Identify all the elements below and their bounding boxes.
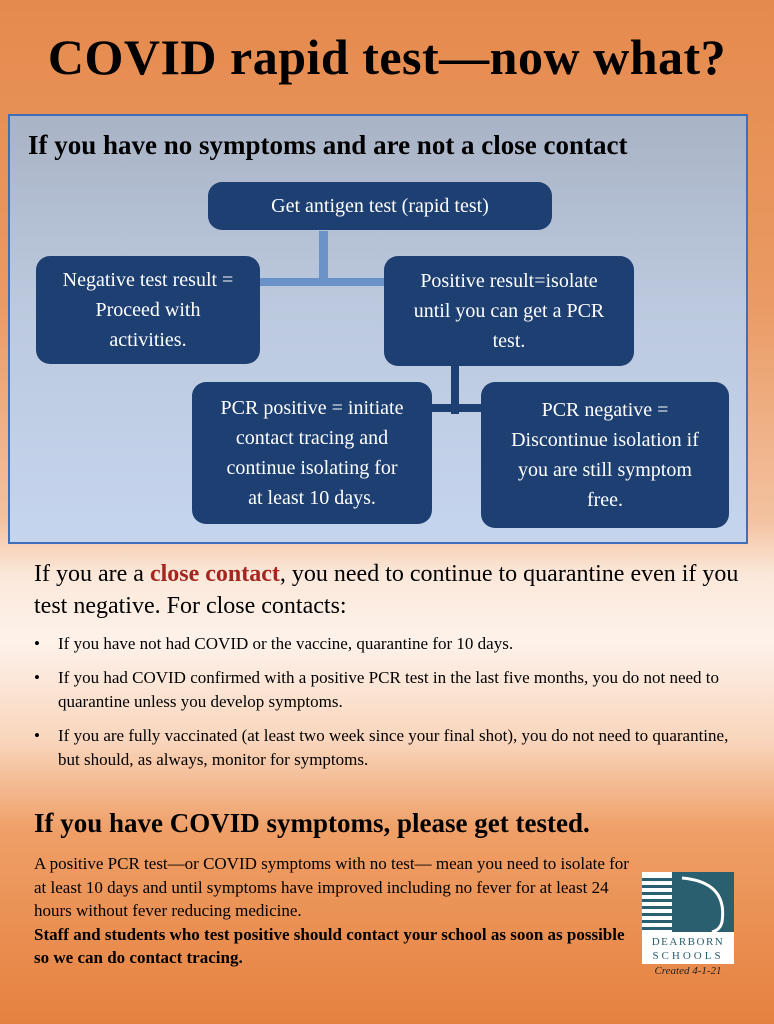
created-date: Created 4-1-21: [654, 965, 722, 977]
pcr-positive-line-4: at least 10 days.: [248, 487, 376, 509]
lead-text-before: If you are a: [34, 561, 150, 587]
negative-line-3: activities.: [109, 329, 187, 351]
close-contact-section: [34, 558, 754, 782]
symptoms-bold-text: Staff and students who test positive should contact your school as soon as possible so we can do contact tracing.: [34, 924, 625, 967]
list-item: [34, 724, 754, 772]
close-contact-lead: [34, 558, 754, 622]
flowchart-heading: If you have no symptoms and are not a close contact: [28, 130, 628, 160]
bullet-text: If you have not had COVID or the vaccine, quarantine for 10 days.: [58, 634, 514, 653]
pcr-positive-line-1: PCR positive = initiate: [220, 397, 404, 419]
logo-wordmark-line-1: DEARBORN: [651, 936, 725, 948]
negative-result-box: [36, 256, 260, 364]
start-box: [208, 182, 552, 230]
pcr-negative-line-4: free.: [586, 489, 624, 511]
pcr-positive-line-3: continue isolating for: [226, 457, 398, 479]
lead-text-after: , you need to continue to quarantine even if you test negative. For close contacts:: [34, 561, 739, 619]
pcr-positive-line-2: contact tracing and: [235, 427, 389, 449]
list-item: [34, 632, 754, 656]
pcr-negative-line-1: PCR negative =: [541, 399, 669, 421]
connector-vertical-top: [319, 231, 328, 280]
close-contact-highlight: close contact: [149, 561, 280, 587]
connector-horizontal-bottom: [428, 404, 486, 412]
positive-line-1: Positive result=isolate: [420, 270, 598, 292]
negative-line-1: Negative test result =: [62, 269, 234, 291]
bullet-glyph: •: [34, 668, 40, 687]
bullet-glyph: •: [34, 634, 40, 653]
page-title: COVID rapid test—now what?: [47, 29, 727, 85]
start-line-1: Get antigen test (rapid test): [271, 195, 489, 217]
positive-line-2: until you can get a PCR: [413, 300, 605, 322]
connector-horizontal-mid: [258, 278, 388, 286]
symptoms-body-text: A positive PCR test—or COVID symptoms with no test— mean you need to isolate for at least 10 days and until symptoms have improved including no fever for at least 24 hours without fever reducing medicine.: [34, 854, 629, 920]
logo-wordmark-line-2: SCHOOLS: [652, 950, 724, 962]
symptoms-body: [34, 852, 634, 970]
bullet-glyph: •: [34, 726, 40, 745]
pcr-negative-box: [481, 382, 729, 528]
symptoms-heading: If you have COVID symptoms, please get tested.: [34, 808, 590, 838]
bullet-text: If you are fully vaccinated (at least two week since your final shot), you do not need to quarantine, but should, as always, monitor for symptoms.: [58, 726, 729, 769]
negative-line-2: Proceed with: [95, 299, 201, 321]
pcr-positive-box: [192, 382, 432, 524]
positive-line-3: test.: [492, 330, 526, 352]
close-contact-bullet-list: [34, 632, 754, 772]
pcr-negative-line-2: Discontinue isolation if: [511, 429, 699, 451]
pcr-negative-line-3: you are still symptom: [518, 459, 692, 481]
flowchart-panel: [8, 114, 748, 544]
positive-result-box: [384, 256, 634, 366]
list-item: [34, 666, 754, 714]
bullet-text: If you had COVID confirmed with a positive PCR test in the last five months, you do not need to quarantine unless you develop symptoms.: [58, 668, 720, 711]
